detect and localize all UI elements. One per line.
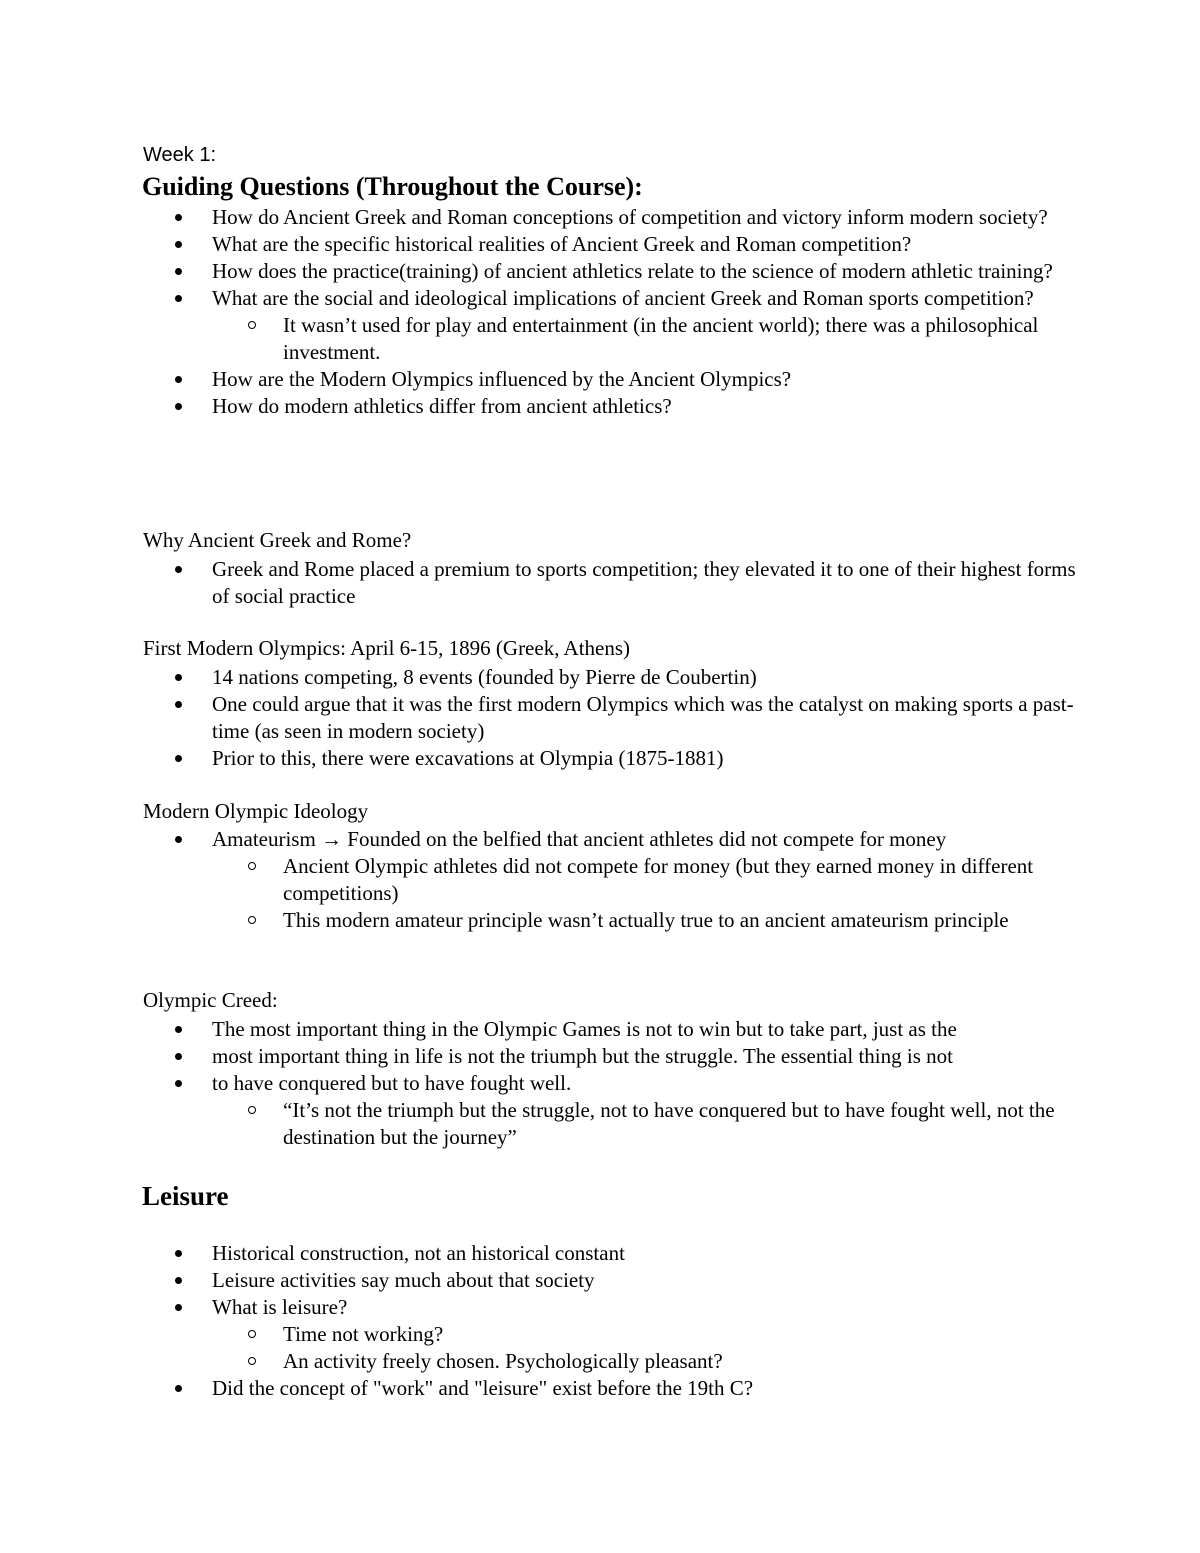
sub-list-item: “It’s not the triumph but the struggle, not to have conquered but to have fought well, not the destination but the journey” (0, 1097, 1080, 1151)
sub-list-item: An activity freely chosen. Psychologically pleasant? (0, 1348, 1080, 1375)
guiding-questions-list (0, 204, 1080, 420)
week-label: Week 1: (143, 144, 216, 166)
list-item: Historical construction, not an historical constant (0, 1240, 1080, 1267)
sub-list-item: This modern amateur principle wasn’t actually true to an ancient amateurism principle (0, 907, 1080, 934)
leisure-heading: Leisure (142, 1181, 229, 1211)
list-item: One could argue that it was the first modern Olympics which was the catalyst on making sports a past-time (as seen in modern society) (0, 691, 1080, 745)
list-item: How does the practice(training) of ancient athletics relate to the science of modern athletic training? (0, 258, 1080, 285)
guiding-questions-heading: Guiding Questions (Throughout the Course): (142, 172, 643, 201)
list-item: How do Ancient Greek and Roman conceptions of competition and victory inform modern society? (0, 204, 1080, 231)
list-item: The most important thing in the Olympic Games is not to win but to take part, just as the (0, 1016, 1080, 1043)
list-item: Amateurism → Founded on the belfied that ancient athletes did not compete for money (0, 826, 1080, 853)
olympic-creed-list (0, 1016, 1080, 1151)
list-item: What are the social and ideological implications of ancient Greek and Roman sports competition? (0, 285, 1080, 312)
first-modern-olympics-list (0, 664, 1080, 772)
why-ancient-list (0, 556, 1080, 610)
leisure-list (0, 1240, 1080, 1402)
list-item: How do modern athletics differ from ancient athletics? (0, 393, 1080, 420)
list-item: What is leisure? (0, 1294, 1080, 1321)
modern-olympic-ideology-list (0, 826, 1080, 934)
first-modern-olympics-label: First Modern Olympics: April 6-15, 1896 (Greek, Athens) (143, 636, 631, 660)
list-item: Prior to this, there were excavations at Olympia (1875-1881) (0, 745, 1080, 772)
sub-list-item: Ancient Olympic athletes did not compete for money (but they earned money in different competitions) (0, 853, 1080, 907)
why-ancient-label: Why Ancient Greek and Rome? (143, 528, 412, 552)
olympic-creed-label: Olympic Creed: (143, 988, 278, 1012)
list-item: Did the concept of "work" and "leisure" exist before the 19th C? (0, 1375, 1080, 1402)
sub-list-item: Time not working? (0, 1321, 1080, 1348)
list-item: to have conquered but to have fought well. (0, 1070, 1080, 1097)
modern-olympic-ideology-label: Modern Olympic Ideology (143, 799, 369, 823)
list-item: Leisure activities say much about that society (0, 1267, 1080, 1294)
list-item: What are the specific historical realities of Ancient Greek and Roman competition? (0, 231, 1080, 258)
list-item: Greek and Rome placed a premium to sports competition; they elevated it to one of their highest forms of social practice (0, 556, 1080, 610)
list-item: How are the Modern Olympics influenced by the Ancient Olympics? (0, 366, 1080, 393)
sub-list-item: It wasn’t used for play and entertainment (in the ancient world); there was a philosophical investment. (0, 312, 1080, 366)
list-item: most important thing in life is not the triumph but the struggle. The essential thing is not (0, 1043, 1080, 1070)
list-item: 14 nations competing, 8 events (founded by Pierre de Coubertin) (0, 664, 1080, 691)
